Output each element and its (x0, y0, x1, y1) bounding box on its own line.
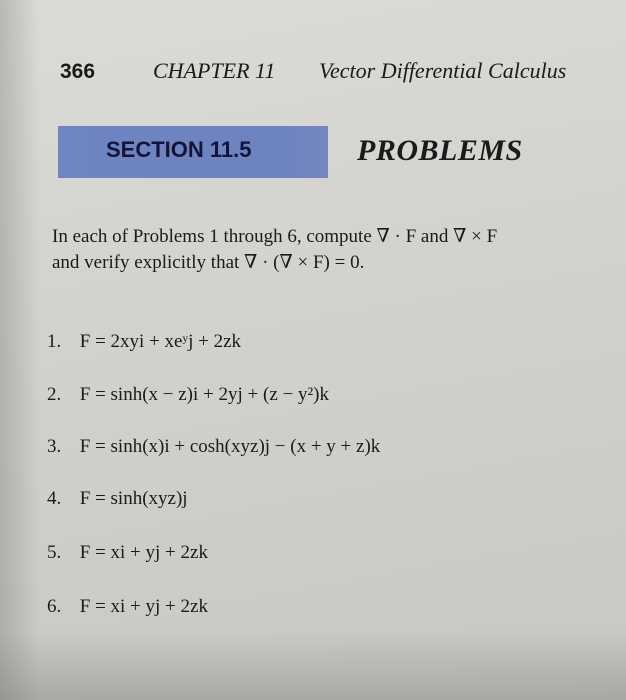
problems-heading: PROBLEMS (357, 134, 523, 167)
instructions-line-1: In each of Problems 1 through 6, compute ∇ · F and ∇ × F (52, 226, 498, 247)
page-edge-shadow (0, 0, 40, 700)
problem-number: 4. (47, 488, 62, 509)
instructions-line-2: and verify explicitly that ∇ · (∇ × F) = 0. (52, 252, 365, 273)
problem-item (47, 384, 329, 406)
instructions (52, 224, 612, 276)
chapter-label: CHAPTER 11 (153, 58, 276, 83)
running-header (56, 52, 606, 92)
problem-item (47, 596, 208, 618)
problem-number: 2. (47, 384, 62, 405)
problem-item (47, 488, 188, 510)
chapter-title: Vector Differential Calculus (319, 58, 567, 83)
page-number: 366 (60, 60, 96, 83)
problem-item (47, 436, 380, 458)
problem-number: 3. (47, 436, 62, 457)
problem-expression: F = sinh(x)i + cosh(xyz)j − (x + y + z)k (79, 436, 381, 457)
problem-expression: F = sinh(xyz)j (79, 488, 188, 509)
problem-number: 5. (47, 542, 62, 563)
problem-expression: F = xi + yj + 2zk (79, 596, 208, 617)
problem-expression: F = xi + yj + 2zk (79, 542, 208, 563)
problem-expression: F = sinh(x − z)i + 2yj + (z − y²)k (79, 384, 329, 405)
problem-item (47, 542, 208, 564)
section-label: SECTION 11.5 (106, 137, 252, 162)
page-bottom-shadow (0, 630, 626, 700)
problem-expression: F = 2xyi + xeʸj + 2zk (79, 331, 242, 352)
problem-item (47, 331, 241, 353)
problem-number: 1. (47, 331, 62, 352)
problem-number: 6. (47, 596, 62, 617)
